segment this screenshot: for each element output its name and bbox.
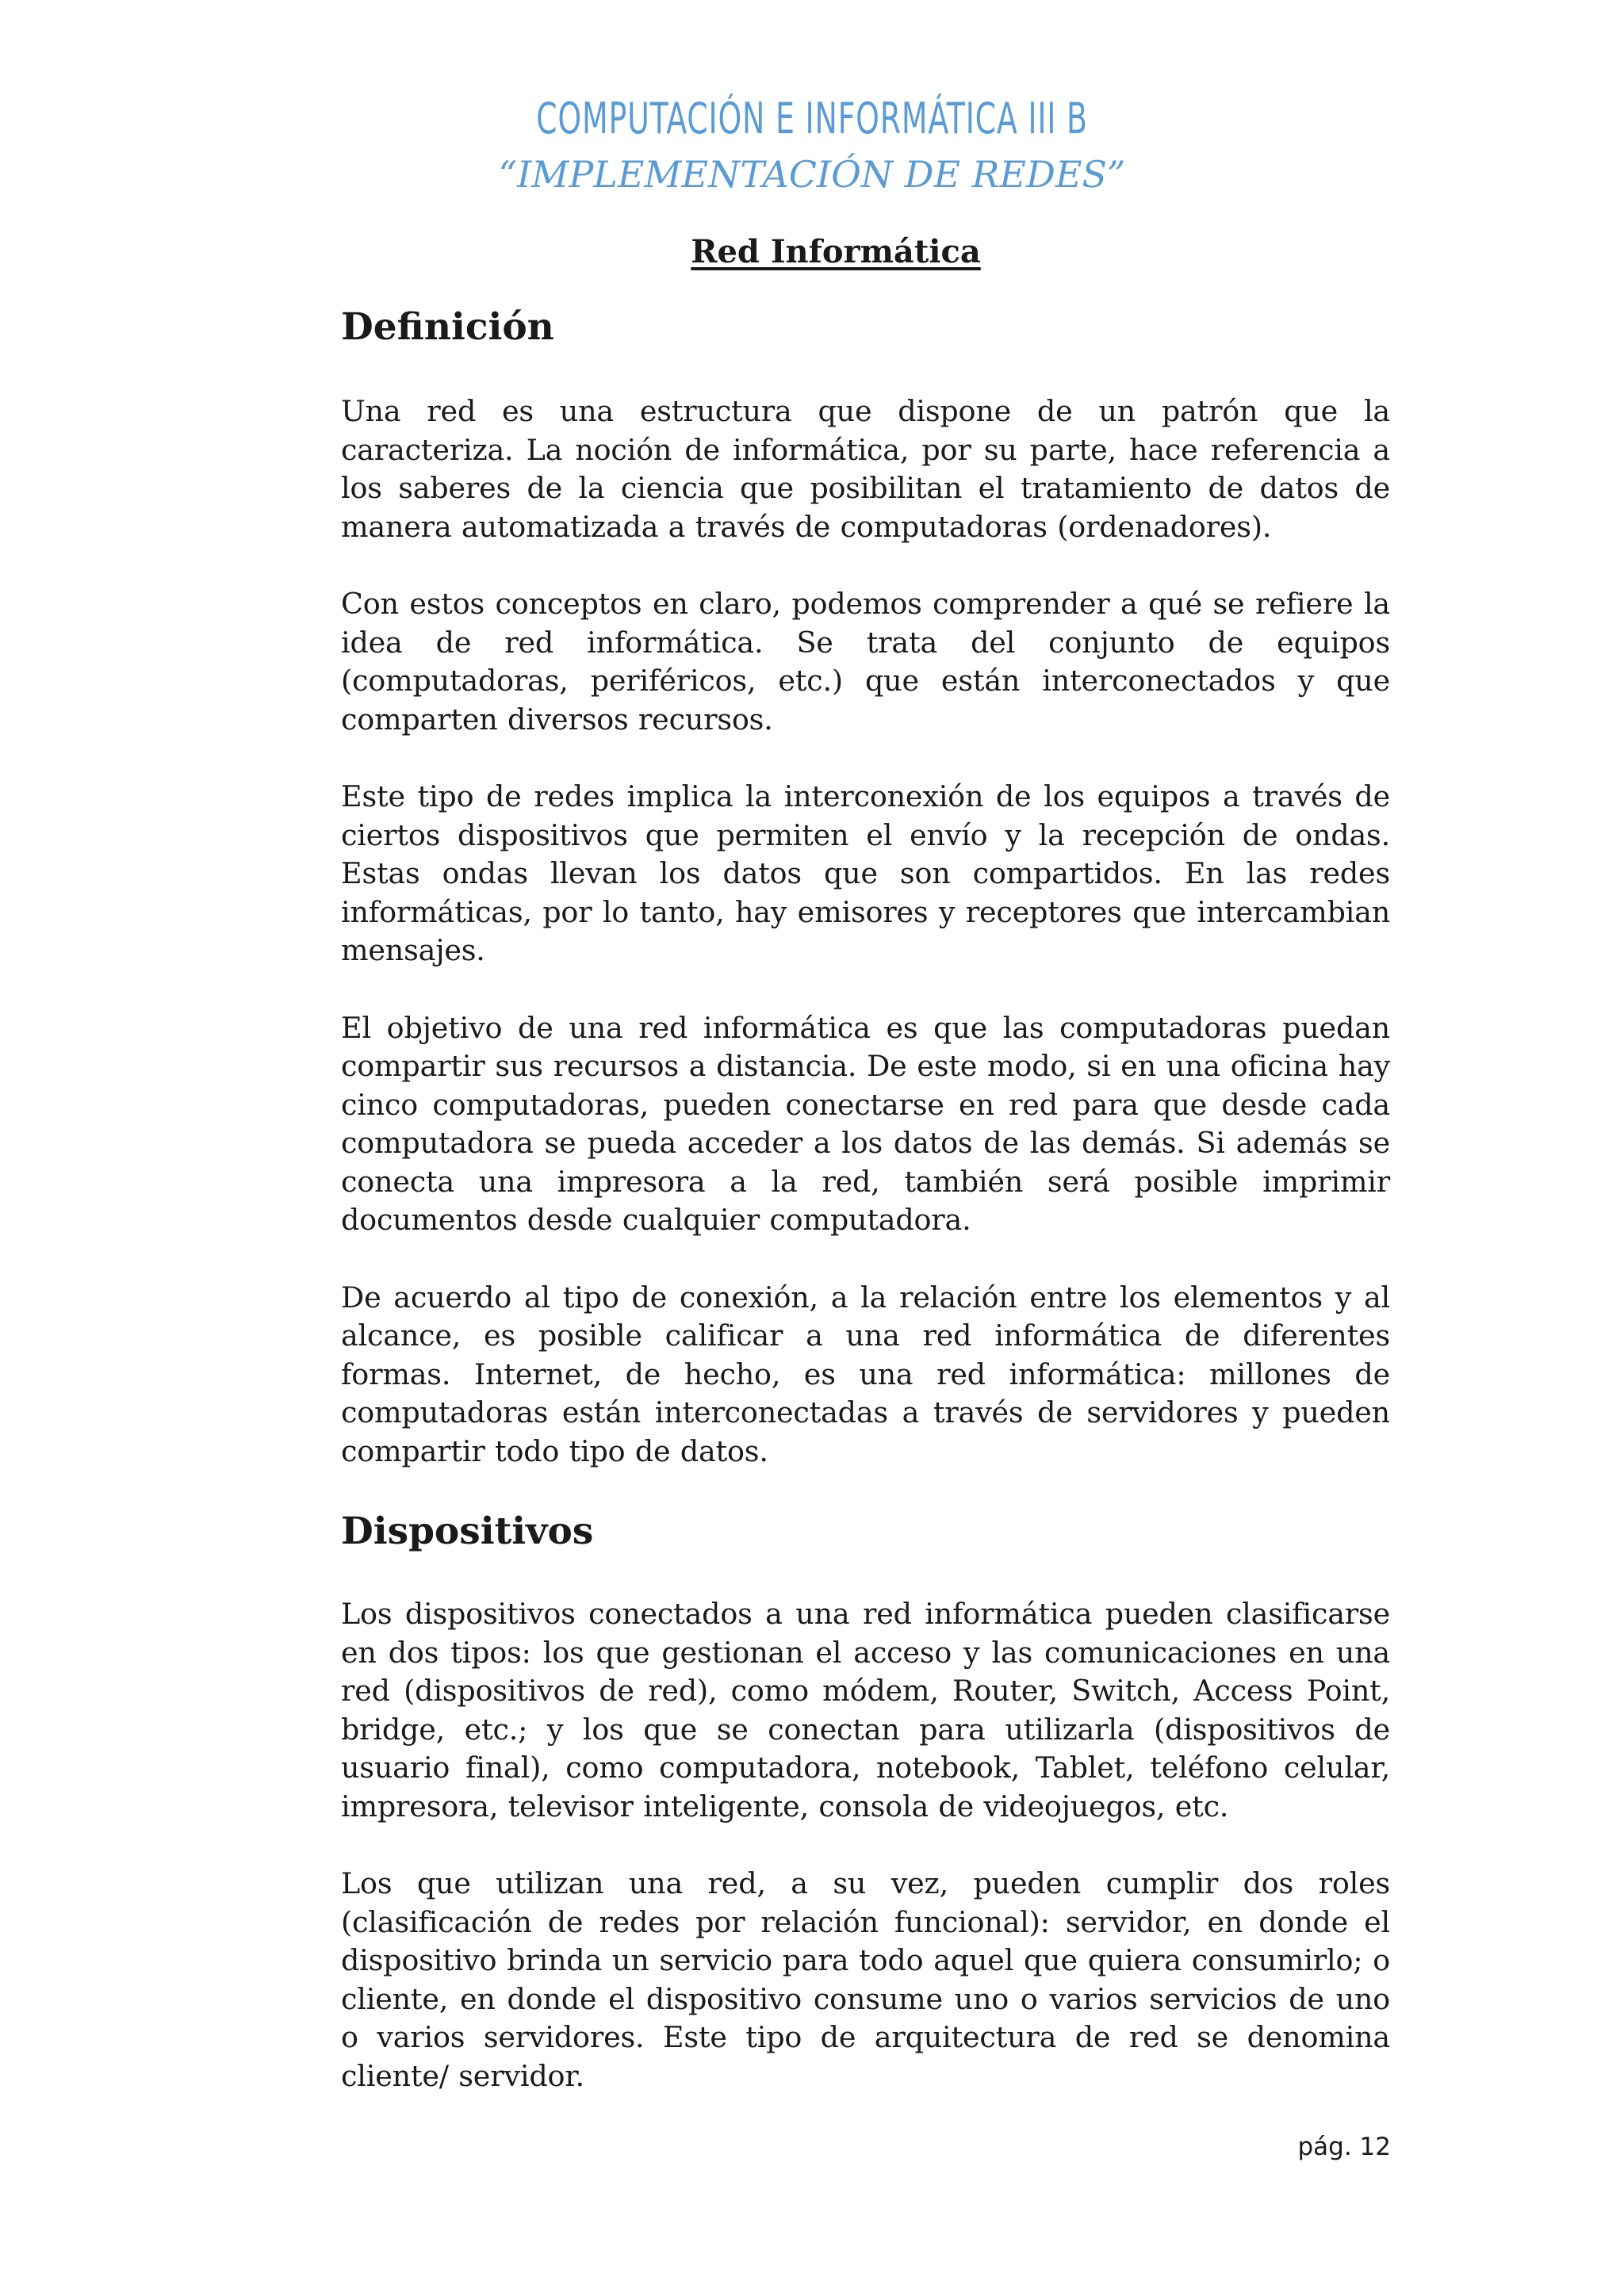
- header-subtitle: “IMPLEMENTACIÓN DE REDES”: [498, 153, 1126, 196]
- paragraph: Con estos conceptos en claro, podemos comprender a qué se refiere la idea de red informática. Se trata del conjunto de equipos (computadoras, periféricos, etc.) que están interconectados y que comparten diversos recursos.: [341, 587, 1390, 737]
- paragraph: Una red es una estructura que dispone de un patrón que la caracteriza. La noción de informática, por su parte, hace referencia a los saberes de la ciencia que posibilitan el tratamiento de datos de manera automatizada a través de computadoras (ordenadores).: [341, 394, 1390, 544]
- paragraph: Los dispositivos conectados a una red informática pueden clasificarse en dos tipos: los que gestionan el acceso y las comunicaciones en una red (dispositivos de red), como módem, Router, Switch, Access Point, bridge, etc.; y los que se conectan para utilizarla (dispositivos de usuario final), como computadora, notebook, Tablet, teléfono celular, impresora, televisor inteligente, consola de videojuegos, etc.: [341, 1597, 1390, 1823]
- section-heading-definicion: Definición: [341, 305, 554, 349]
- paragraph: El objetivo de una red informática es que las computadoras puedan compartir sus recursos a distancia. De este modo, si en una oficina hay cinco computadoras, pueden conectarse en red para que desde cada computadora se pueda acceder a los datos de las demás. Si además se conecta una impresora a la red, también será posible imprimir documentos desde cualquier computadora.: [341, 1010, 1390, 1237]
- paragraph: Los que utilizan una red, a su vez, pueden cumplir dos roles (clasificación de redes por relación funcional): servidor, en donde el dispositivo brinda un servicio para todo aquel que quiera consumirlo; o cliente, en donde el dispositivo consume uno o varios servicios de uno o varios servidores. Este tipo de arquitectura de red se denomina cliente/ servidor.: [341, 1866, 1390, 2093]
- document-body: [341, 305, 1390, 2134]
- document-title: Red Informática: [691, 233, 981, 270]
- page-number: pág. 12: [1297, 2133, 1391, 2161]
- header-title: COMPUTACIÓN E INFORMÁTICA III B: [536, 94, 1088, 144]
- paragraph: De acuerdo al tipo de conexión, a la relación entre los elementos y al alcance, es posible calificar a una red informática de diferentes formas. Internet, de hecho, es una red informática: millones de computadoras están interconectadas a través de servidores y pueden compartir todo tipo de datos.: [341, 1280, 1390, 1468]
- section-heading-dispositivos: Dispositivos: [341, 1510, 594, 1553]
- paragraph: Este tipo de redes implica la interconexión de los equipos a través de ciertos dispositivos que permiten el envío y la recepción de ondas. Estas ondas llevan los datos que son compartidos. En las redes informáticas, por lo tanto, hay emisores y receptores que intercambian mensajes.: [341, 779, 1390, 967]
